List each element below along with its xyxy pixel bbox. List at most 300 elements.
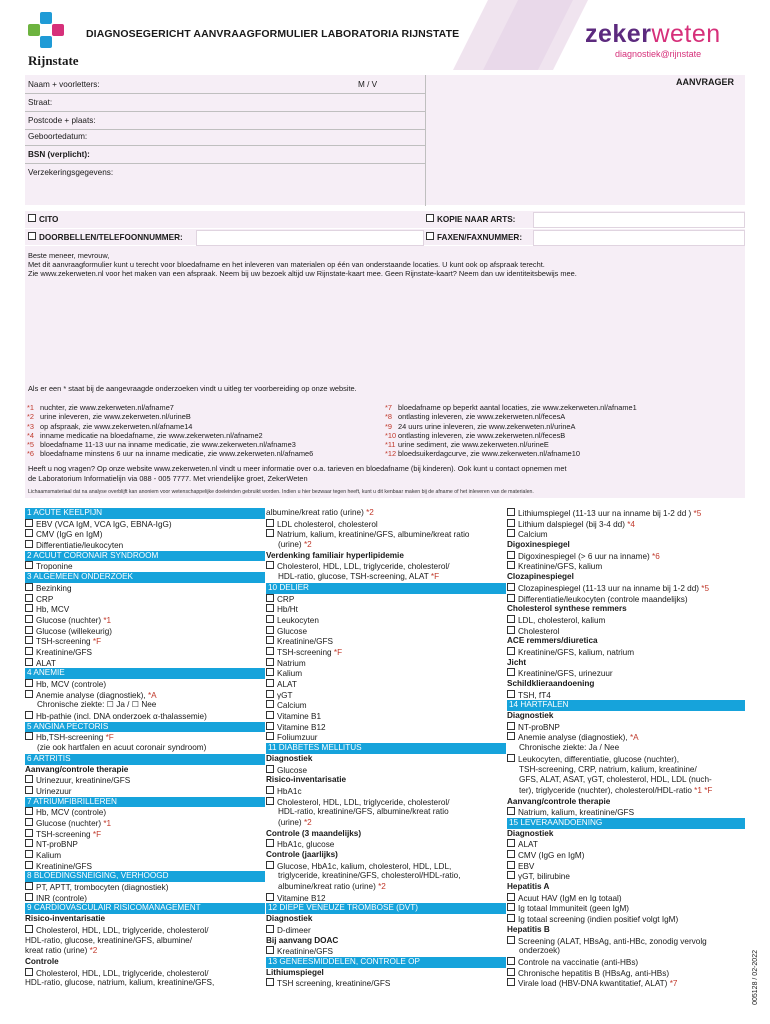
- test-label: Leukocyten, differentiatie, glucose (nuchter),: [518, 754, 679, 764]
- test-checkbox-item[interactable]: [25, 658, 265, 669]
- checkbox-icon[interactable]: [507, 754, 515, 762]
- test-checkbox-item[interactable]: [25, 839, 265, 850]
- test-label: 7 ATRIUMFIBRILLEREN: [27, 796, 117, 806]
- test-checkbox-item[interactable]: [266, 978, 506, 989]
- fax-checkbox[interactable]: [426, 232, 522, 242]
- test-checkbox-item[interactable]: [507, 529, 745, 540]
- test-checkbox-item[interactable]: [25, 561, 265, 572]
- tests-column-3: [507, 508, 745, 989]
- test-checkbox-item[interactable]: [507, 754, 745, 765]
- test-label: Chronische ziekte: Ja / Nee: [519, 743, 620, 753]
- checkbox-icon[interactable]: [25, 968, 33, 976]
- checkbox-icon[interactable]: [266, 711, 274, 719]
- checkbox-icon[interactable]: [507, 529, 515, 537]
- test-checkbox-item[interactable]: [25, 925, 265, 936]
- checkbox-icon[interactable]: [266, 732, 274, 740]
- test-label: Glucose: [277, 765, 308, 775]
- test-label: Aanvang/controle therapie: [507, 796, 611, 806]
- test-checkbox-item[interactable]: [266, 519, 506, 530]
- test-checkbox-item[interactable]: [507, 871, 745, 882]
- checkbox-icon[interactable]: [28, 232, 36, 240]
- subsection-heading: [25, 765, 265, 776]
- checkbox-icon[interactable]: [266, 765, 274, 773]
- checkbox-icon[interactable]: [25, 818, 33, 826]
- checkbox-icon[interactable]: [25, 519, 33, 527]
- checkbox-icon[interactable]: [266, 615, 274, 623]
- section-header: [25, 871, 265, 882]
- footnote-marker: *9: [385, 421, 392, 431]
- checkbox-icon[interactable]: [266, 893, 274, 901]
- test-checkbox-item[interactable]: [507, 594, 745, 605]
- test-checkbox-item[interactable]: [25, 615, 265, 626]
- test-label: Lithium dalspiegel (bij 3-4 dd): [518, 519, 625, 529]
- checkbox-icon[interactable]: [25, 647, 33, 655]
- test-label: albumine/kreat ratio (urine): [278, 882, 376, 892]
- test-checkbox-item[interactable]: [507, 519, 745, 530]
- footnote-text: bloedafname op beperkt aantal locaties, zie www.zekerweten.nl/afname1: [398, 403, 637, 412]
- checkbox-icon[interactable]: [25, 594, 33, 602]
- test-checkbox-item[interactable]: [507, 647, 745, 658]
- test-checkbox-item[interactable]: [507, 732, 745, 743]
- checkbox-icon[interactable]: [266, 626, 274, 634]
- checkbox-icon[interactable]: [266, 668, 274, 676]
- checkbox-icon[interactable]: [25, 807, 33, 815]
- footnote-marker: *5: [27, 440, 34, 450]
- test-label: Clozapinespiegel (11-13 uur na inname bij 1-2 dd): [518, 583, 699, 593]
- test-item-continuation: [25, 946, 265, 957]
- test-checkbox-item[interactable]: [25, 732, 265, 743]
- gender-field[interactable]: M / V: [358, 80, 378, 89]
- phone-checkbox[interactable]: [28, 232, 183, 242]
- test-label: Hb,TSH-screening: [36, 733, 104, 743]
- test-checkbox-item[interactable]: [266, 679, 506, 690]
- divider: [25, 111, 425, 112]
- test-label: Kalium: [36, 851, 62, 860]
- checkbox-icon[interactable]: [507, 871, 515, 879]
- checkbox-icon[interactable]: [266, 594, 274, 602]
- insurance-label: Verzekeringsgegevens:: [28, 168, 114, 177]
- checkbox-icon[interactable]: [25, 626, 33, 634]
- footnote-ref: *F: [90, 829, 102, 839]
- test-item-continuation: [266, 540, 506, 551]
- phone-label: DOORBELLEN/TELEFOONNUMMER:: [39, 233, 183, 242]
- footnote-ref: *2: [363, 508, 374, 517]
- test-checkbox-item[interactable]: [25, 775, 265, 786]
- test-checkbox-item[interactable]: [266, 668, 506, 679]
- checkbox-icon[interactable]: [25, 615, 33, 623]
- test-checkbox-item[interactable]: [25, 540, 265, 551]
- checkbox-icon[interactable]: [25, 893, 33, 901]
- checkbox-icon[interactable]: [266, 786, 274, 794]
- test-checkbox-item[interactable]: [266, 700, 506, 711]
- test-checkbox-item[interactable]: [507, 668, 745, 679]
- test-label: Anemie analyse (diagnostiek),: [518, 733, 628, 743]
- test-checkbox-item[interactable]: [507, 839, 745, 850]
- test-label: 12 DIEPE VENEUZE TROMBOSE (DVT): [268, 903, 418, 913]
- checkbox-icon[interactable]: [507, 583, 515, 591]
- checkbox-icon[interactable]: [507, 519, 515, 527]
- checkbox-icon[interactable]: [507, 839, 515, 847]
- footnote-text: bloedsuikerdagcurve, zie www.zekerweten.nl/afname10: [398, 449, 580, 459]
- test-label: Calcium: [277, 701, 307, 711]
- test-checkbox-item[interactable]: [266, 732, 506, 743]
- checkbox-icon[interactable]: [25, 529, 33, 537]
- test-checkbox-item[interactable]: [507, 807, 745, 818]
- section-header: [266, 903, 506, 914]
- test-checkbox-item[interactable]: [266, 658, 506, 669]
- footnote-ref: *2: [87, 946, 98, 956]
- info-contact: de Laboratorium Informatielijn via 088 - 005 7777. Met vriendelijke groet, ZekerWeten: [28, 474, 308, 483]
- test-checkbox-item[interactable]: [266, 946, 506, 957]
- footnote-marker: *11: [385, 440, 396, 450]
- test-checkbox-item[interactable]: [507, 914, 745, 925]
- checkbox-icon[interactable]: [25, 850, 33, 858]
- test-label: Cholesterol: [518, 626, 560, 636]
- test-checkbox-item[interactable]: [507, 978, 745, 989]
- test-label: Kreatinine/GFS: [277, 637, 333, 647]
- phone-input[interactable]: [196, 230, 424, 246]
- test-label: HDL-ratio, glucose, TSH-screening, ALAT: [278, 572, 429, 582]
- test-label: TSH, fT4: [518, 690, 551, 700]
- checkbox-icon[interactable]: [25, 775, 33, 783]
- checkbox-icon[interactable]: [266, 797, 274, 805]
- test-checkbox-item[interactable]: [507, 861, 745, 872]
- test-label: LDL, cholesterol, kalium: [518, 615, 606, 625]
- checkbox-icon[interactable]: [25, 711, 33, 719]
- checkbox-icon[interactable]: [266, 925, 274, 933]
- checkbox-icon[interactable]: [507, 936, 515, 944]
- test-checkbox-item[interactable]: [507, 551, 745, 562]
- test-checkbox-item[interactable]: [507, 722, 745, 733]
- test-checkbox-item[interactable]: [25, 529, 265, 540]
- test-checkbox-item[interactable]: [507, 968, 745, 979]
- section-header: [25, 551, 265, 562]
- copy-to-doctor-checkbox[interactable]: [426, 214, 515, 224]
- checkbox-icon[interactable]: [507, 957, 515, 965]
- test-checkbox-item[interactable]: [507, 561, 745, 572]
- checkbox-icon[interactable]: [507, 561, 515, 569]
- test-checkbox-item[interactable]: [25, 850, 265, 861]
- section-header: [25, 668, 265, 679]
- checkbox-icon[interactable]: [507, 647, 515, 655]
- test-label: TSH-screening, CRP, natrium, kalium, kreatinine/: [519, 764, 697, 774]
- footnote: [27, 412, 313, 421]
- test-label: CRP: [36, 594, 54, 604]
- test-checkbox-item[interactable]: [266, 594, 506, 605]
- checkbox-icon[interactable]: [507, 508, 515, 516]
- test-label: Controle na vaccinatie (anti-HBs): [518, 957, 639, 967]
- test-checkbox-item[interactable]: [25, 786, 265, 797]
- footnote-ref: *F: [103, 733, 114, 743]
- test-checkbox-item[interactable]: [507, 850, 745, 861]
- test-checkbox-item[interactable]: [25, 679, 265, 690]
- test-item-continuation: [507, 765, 745, 776]
- cito-checkbox[interactable]: [28, 214, 58, 224]
- test-label: 3 ALGEMEEN ONDERZOEK: [27, 572, 134, 582]
- checkbox-icon[interactable]: [507, 690, 515, 698]
- test-label: Differentiatie/leukocyten (controle maandelijks): [518, 594, 688, 604]
- checkbox-icon[interactable]: [266, 561, 274, 569]
- checkbox-icon[interactable]: [507, 914, 515, 922]
- checkbox-icon[interactable]: [507, 668, 515, 676]
- test-label: onderzoek): [519, 946, 560, 956]
- checkbox-icon[interactable]: [25, 925, 33, 933]
- test-label: 6 ARTRITIS: [27, 753, 71, 763]
- checkbox-icon[interactable]: [25, 861, 33, 869]
- test-checkbox-item[interactable]: [507, 903, 745, 914]
- section-header: [25, 903, 265, 914]
- checkbox-icon[interactable]: [266, 700, 274, 708]
- test-item-continuation: [25, 743, 265, 754]
- test-checkbox-item[interactable]: [266, 925, 506, 936]
- test-checkbox-item[interactable]: [266, 529, 506, 540]
- test-label: Diagnostiek: [266, 914, 313, 924]
- checkbox-icon[interactable]: [28, 214, 36, 222]
- info-block: [25, 246, 745, 498]
- test-label: albumine/kreat ratio (urine): [266, 508, 364, 517]
- test-checkbox-item[interactable]: [25, 626, 265, 637]
- test-label: Anemie analyse (diagnostiek),: [36, 690, 146, 700]
- test-label: TSH-screening: [36, 637, 91, 647]
- checkbox-icon[interactable]: [25, 882, 33, 890]
- checkbox-icon[interactable]: [266, 658, 274, 666]
- footnote-ref: *2: [375, 882, 386, 892]
- subsection-heading: [507, 711, 745, 722]
- test-checkbox-item[interactable]: [266, 893, 506, 904]
- checkbox-icon[interactable]: [507, 551, 515, 559]
- test-label: Calcium: [518, 530, 548, 540]
- test-label: TSH-screening: [277, 647, 332, 657]
- footnote-ref: *6: [649, 551, 660, 561]
- test-checkbox-item[interactable]: [266, 839, 506, 850]
- test-checkbox-item[interactable]: [266, 647, 506, 658]
- divider: [25, 145, 425, 146]
- test-item-continuation: [266, 572, 506, 583]
- checkbox-icon[interactable]: [426, 214, 434, 222]
- test-checkbox-item[interactable]: [25, 807, 265, 818]
- footnote-text: ontlasting inleveren, zie www.zekerweten.nl/fecesA: [398, 412, 566, 422]
- dob-label: Geboortedatum:: [28, 132, 88, 141]
- test-checkbox-item[interactable]: [266, 604, 506, 615]
- footnote-ref: *2: [301, 540, 312, 550]
- test-checkbox-item[interactable]: [266, 797, 506, 808]
- test-checkbox-item[interactable]: [266, 786, 506, 797]
- checkbox-icon[interactable]: [266, 647, 274, 655]
- info-contact: Heeft u nog vragen? Op onze website www.zekerweten.nl vindt u meer informatie over o.a. tarieven en bloedafname (bij kinderen). Ook kunt u contact opnemen met: [28, 464, 567, 473]
- test-checkbox-item[interactable]: [266, 765, 506, 776]
- footnote-ref: *4: [624, 519, 635, 529]
- section-header: [25, 572, 265, 583]
- section-header: [25, 754, 265, 765]
- checkbox-icon[interactable]: [266, 839, 274, 847]
- test-label: INR (controle): [36, 893, 87, 903]
- test-checkbox-item[interactable]: [25, 893, 265, 904]
- subsection-heading: [507, 829, 745, 840]
- checkbox-icon[interactable]: [266, 978, 274, 986]
- test-checkbox-item[interactable]: [507, 615, 745, 626]
- checkbox-icon[interactable]: [25, 839, 33, 847]
- test-checkbox-item[interactable]: [25, 882, 265, 893]
- test-checkbox-item[interactable]: [507, 508, 745, 519]
- checkbox-icon[interactable]: [266, 636, 274, 644]
- street-label: Straat:: [28, 98, 53, 107]
- checkbox-icon[interactable]: [507, 893, 515, 901]
- test-label: Diagnostiek: [266, 753, 313, 763]
- test-label: Lithiumspiegel (11-13 uur na inname bij 1-2 dd ): [518, 509, 692, 518]
- footnote: [27, 440, 313, 449]
- test-checkbox-item[interactable]: [25, 636, 265, 647]
- test-checkbox-item[interactable]: [25, 968, 265, 979]
- test-item-continuation: [25, 978, 265, 989]
- checkbox-icon[interactable]: [507, 732, 515, 740]
- section-header: [507, 818, 745, 829]
- test-checkbox-item[interactable]: [507, 893, 745, 904]
- test-checkbox-item[interactable]: [507, 936, 745, 947]
- test-item-continuation: [266, 508, 506, 519]
- test-checkbox-item[interactable]: [266, 615, 506, 626]
- info-text: Met dit aanvraagformulier kunt u terecht voor bloedafname en het inleveren van materialen op één van onderstaande locaties. U kunt ook op afspraak terecht.: [28, 260, 545, 269]
- test-checkbox-item[interactable]: [25, 594, 265, 605]
- test-checkbox-item[interactable]: [507, 626, 745, 637]
- test-label: 2 ACUUT CORONAIR SYNDROOM: [27, 550, 159, 560]
- fax-input[interactable]: [533, 230, 745, 246]
- footnote-text: inname medicatie na bloedafname, zie www.zekerweten.nl/afname2: [40, 430, 263, 440]
- section-header: [25, 722, 265, 733]
- footnote: [27, 403, 313, 412]
- name-label: Naam + voorletters:: [28, 80, 100, 89]
- footnote-ref: *7: [667, 979, 678, 989]
- test-label: Vitamine B12: [277, 722, 326, 732]
- test-label: TSH screening, kreatinine/GFS: [277, 979, 391, 989]
- form-code: 005128 / 02-2022: [752, 950, 759, 1005]
- checkbox-icon[interactable]: [507, 722, 515, 730]
- test-item-continuation: [25, 936, 265, 947]
- footnote-marker: *7: [385, 403, 392, 412]
- section-header: [266, 743, 506, 754]
- checkbox-icon[interactable]: [25, 829, 33, 837]
- test-checkbox-item[interactable]: [266, 561, 506, 572]
- test-label: CMV (IgG en IgM): [36, 530, 103, 540]
- test-label: Verdenking familiair hyperlipidemie: [266, 550, 404, 560]
- test-label: Ig totaal Immuniteit (geen IgM): [518, 904, 630, 914]
- checkbox-icon[interactable]: [266, 861, 274, 869]
- test-label: Cholesterol, HDL, LDL, triglyceride, cholesterol/: [277, 797, 450, 807]
- checkbox-icon[interactable]: [266, 604, 274, 612]
- brand-part2: weten: [651, 20, 721, 48]
- test-checkbox-item[interactable]: [25, 829, 265, 840]
- footnote-text: bloedafname 11-13 uur na inname medicatie, zie www.zekerweten.nl/afname3: [40, 440, 296, 450]
- test-label: Digoxinespiegel: [507, 540, 570, 550]
- footnote: [385, 440, 637, 449]
- footnote-ref: *5: [691, 509, 702, 518]
- test-checkbox-item[interactable]: [25, 818, 265, 829]
- test-checkbox-item[interactable]: [25, 690, 265, 701]
- section-header: [507, 700, 745, 711]
- checkbox-icon[interactable]: [426, 232, 434, 240]
- checkbox-icon[interactable]: [25, 658, 33, 666]
- test-label: Lithiumspiegel: [266, 967, 324, 977]
- subsection-heading: [507, 572, 745, 583]
- checkbox-icon[interactable]: [266, 722, 274, 730]
- test-checkbox-item[interactable]: [507, 957, 745, 968]
- footnote-marker: *2: [27, 412, 34, 422]
- test-checkbox-item[interactable]: [266, 711, 506, 722]
- test-checkbox-item[interactable]: [25, 519, 265, 530]
- test-checkbox-item[interactable]: [266, 636, 506, 647]
- test-label: D-dimeer: [277, 925, 311, 935]
- test-checkbox-item[interactable]: [507, 583, 745, 594]
- test-checkbox-item[interactable]: [25, 604, 265, 615]
- test-label: Schildklieraandoening: [507, 679, 595, 688]
- test-label: ALAT: [277, 680, 297, 689]
- test-item-continuation: [25, 700, 265, 711]
- checkbox-icon[interactable]: [25, 786, 33, 794]
- checkbox-icon[interactable]: [507, 594, 515, 602]
- checkbox-icon[interactable]: [266, 519, 274, 527]
- checkbox-icon[interactable]: [25, 540, 33, 548]
- test-item-continuation: [507, 743, 745, 754]
- checkbox-icon[interactable]: [507, 903, 515, 911]
- checkbox-icon[interactable]: [266, 529, 274, 537]
- copy-to-doctor-input[interactable]: [533, 212, 745, 228]
- test-label: kreat ratio (urine): [25, 946, 88, 956]
- test-checkbox-item[interactable]: [266, 861, 506, 872]
- test-label: 15 LEVERAANDOENING: [509, 817, 603, 827]
- test-label: ALAT: [36, 658, 56, 668]
- test-label: HbA1c: [277, 786, 302, 796]
- test-item-continuation: [266, 871, 506, 882]
- checkbox-icon[interactable]: [507, 861, 515, 869]
- footnote-ref: *1: [101, 615, 112, 625]
- test-label: Jicht: [507, 657, 527, 667]
- checkbox-icon[interactable]: [507, 615, 515, 623]
- checkbox-icon[interactable]: [507, 807, 515, 815]
- test-checkbox-item[interactable]: [25, 711, 265, 722]
- checkbox-icon[interactable]: [507, 978, 515, 986]
- test-checkbox-item[interactable]: [25, 583, 265, 594]
- subsection-heading: [266, 551, 506, 562]
- cito-label: CITO: [39, 215, 59, 224]
- checkbox-icon[interactable]: [25, 636, 33, 644]
- checkbox-icon[interactable]: [25, 583, 33, 591]
- checkbox-icon[interactable]: [507, 968, 515, 976]
- test-label: Foliumzuur: [277, 733, 318, 743]
- checkbox-icon[interactable]: [266, 946, 274, 954]
- checkbox-icon[interactable]: [25, 561, 33, 569]
- test-checkbox-item[interactable]: [25, 861, 265, 872]
- footnote-marker: *1: [27, 403, 34, 412]
- test-checkbox-item[interactable]: [507, 690, 745, 701]
- test-checkbox-item[interactable]: [25, 647, 265, 658]
- test-checkbox-item[interactable]: [266, 722, 506, 733]
- test-item-continuation: [507, 775, 745, 786]
- test-checkbox-item[interactable]: [266, 690, 506, 701]
- checkbox-icon[interactable]: [25, 679, 33, 687]
- footnote-ref: *1 *F: [691, 785, 713, 795]
- test-checkbox-item[interactable]: [266, 626, 506, 637]
- test-label: Cholesterol, HDL, LDL, triglyceride, cholesterol/: [36, 968, 209, 978]
- checkbox-icon[interactable]: [25, 604, 33, 612]
- checkbox-icon[interactable]: [507, 626, 515, 634]
- test-label: GFS, ALAT, ASAT, γGT, cholesterol, HDL, LDL (nuch-: [519, 775, 712, 785]
- test-label: (urine): [278, 540, 302, 550]
- checkbox-icon[interactable]: [507, 850, 515, 858]
- checkbox-icon[interactable]: [266, 679, 274, 687]
- checkbox-icon[interactable]: [266, 690, 274, 698]
- brand-logo: [585, 20, 721, 49]
- checkbox-icon[interactable]: [25, 690, 33, 698]
- checkbox-icon[interactable]: [25, 732, 33, 740]
